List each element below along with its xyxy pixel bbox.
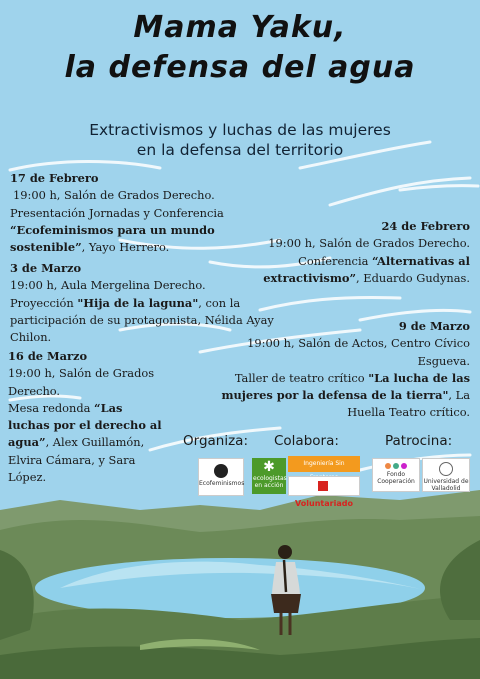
event-date: 3 de Marzo [10,261,82,275]
section-organiza: Organiza: [183,433,248,449]
event-feb-17 [10,170,265,256]
event-description: Presentación Jornadas y Conferencia “Ecofeminismos para un mundo sostenible”, Yayo Herrero. [10,205,224,255]
event-date: 9 de Marzo [398,319,470,333]
event-time-place: 19:00 h, Salón de Grados Derecho. [268,236,470,251]
event-description: Mesa redonda “Las luchas por el derecho al agua”, Alex Guillamón, Elvira Cámara, y Sara López. [8,400,162,485]
landscape [0,470,480,679]
event-date: 24 de Febrero [381,219,470,233]
poster-title-line2: la defensa del agua [64,50,416,85]
event-date: 16 de Marzo [8,349,88,363]
organizer-logo: Ecofeminismos [198,458,244,496]
event-time-place: 19:00 h, Aula Mergelina Derecho. [10,278,206,293]
event-time-place: 19:00 h, Salón de Actos, Centro Cívico Esgueva. [247,336,470,368]
section-colabora: Colabora: [274,433,339,449]
event-time-place: 19:00 h, Salón de Grados Derecho. [8,366,155,398]
section-patrocina: Patrocina: [385,433,453,449]
voluntariado-logo: Voluntariado [288,476,360,496]
event-mar-9 [195,318,470,422]
event-mar-16 [8,348,163,486]
subtitle-line2: en la defensa del territorio [136,141,344,159]
ecologistas-logo: ✱ ecologistas en acción [252,458,286,494]
subtitle-line1: Extractivismos y luchas de las mujeres [89,121,391,139]
event-description: Conferencia “Alternativas al extractivismo”, Eduardo Gudynas. [263,253,470,285]
uva-logo: Universidad de Valladolid [422,458,470,492]
poster-title-line1: Mama Yaku, [133,10,347,45]
event-time-place: 19:00 h, Salón de Grados Derecho. [13,188,215,203]
event-description: Taller de teatro crítico "La lucha de las mujeres por la defensa de la tierra", La Huella Teatro crítico. [221,370,470,420]
event-date: 17 de Febrero [10,171,99,185]
isf-logo: Ingeniería Sin [288,456,360,472]
fondo-cooperacion-logo: Fondo Cooperación [372,458,420,492]
event-description: Proyección "Hija de la laguna", con la participación de su protagonista, Nélida Ayay Chilon. [10,295,274,345]
